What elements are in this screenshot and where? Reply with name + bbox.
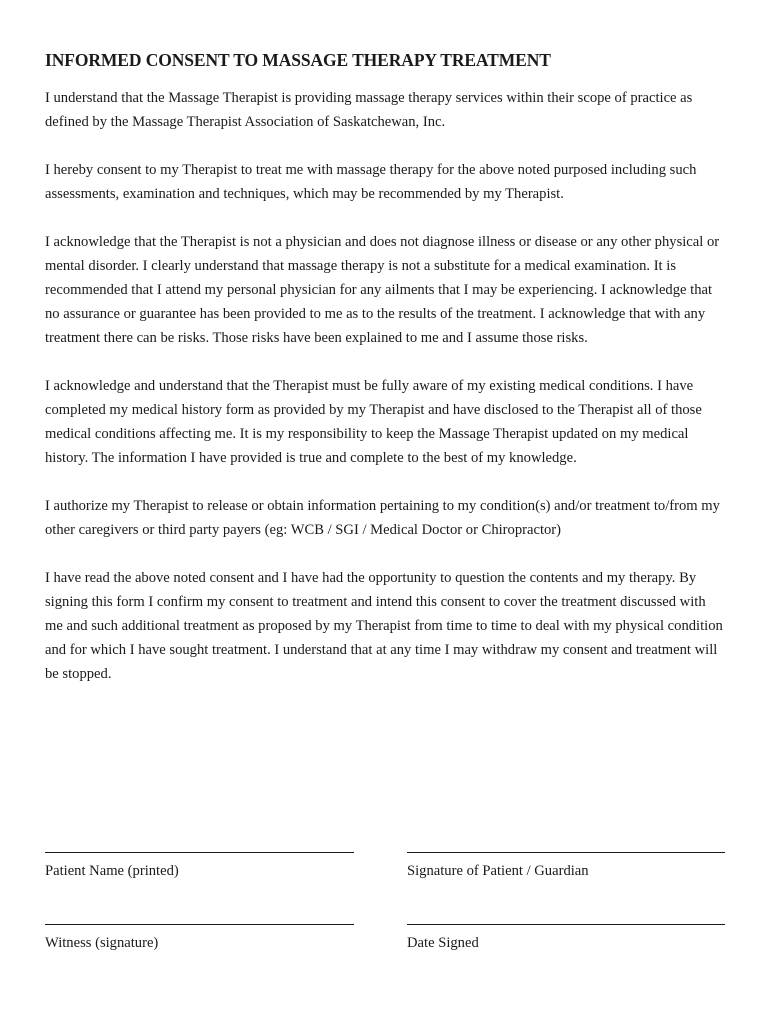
patient-signature-field[interactable] (407, 852, 725, 881)
signature-row-2 (45, 924, 725, 964)
patient-name-line (45, 852, 354, 853)
consent-document (45, 48, 725, 710)
patient-signature-label: Signature of Patient / Guardian (407, 863, 589, 879)
paragraph-final-consent: I have read the above noted consent and I have had the opportunity to question the contents and my therapy. By signing this form I confirm my consent to treatment and intend this consent to cover the treatment discussed with me and such additional treatment as proposed by my Therapist from time to time to deal with my physical condition and for which I have sought treatment. I understand that at any time I may withdraw my consent and treatment will be stopped. (45, 570, 723, 682)
patient-signature-line (407, 852, 725, 853)
document-title: INFORMED CONSENT TO MASSAGE THERAPY TREATMENT (45, 50, 551, 70)
date-signed-label: Date Signed (407, 935, 479, 951)
paragraph-not-a-physician: I acknowledge that the Therapist is not a physician and does not diagnose illness or disease or any other physical or mental disorder. I clearly understand that massage therapy is not a substitute for a medical examination. It is recommended that I attend my personal physician for any ailments that I may be experiencing. I acknowledge that no assurance or guarantee has been provided to me as to the results of the treatment. I acknowledge that with any treatment there can be risks. Those risks have been explained to me and I assume those risks. (45, 234, 720, 346)
witness-line (45, 924, 354, 925)
paragraph-medical-history: I acknowledge and understand that the Therapist must be fully aware of my existing medical conditions. I have completed my medical history form as provided by my Therapist and have disclosed to the Therapist all of those medical conditions affecting me. It is my responsibility to keep the Massage Therapist updated on my medical history. The information I have provided is true and complete to the best of my knowledge. (45, 378, 702, 466)
paragraph-consent-to-treat: I hereby consent to my Therapist to treat me with massage therapy for the above noted purposed including such assessments, examination and techniques, which may be recommended by my Therapist. (45, 162, 697, 202)
witness-label: Witness (signature) (45, 935, 159, 951)
paragraph-release-information: I authorize my Therapist to release or obtain information pertaining to my condition(s) and/or treatment to/from my other caregivers or third party payers (eg: WCB / SGI / Medical Doctor or Chiropractor) (45, 498, 720, 538)
paragraph-scope-of-practice: I understand that the Massage Therapist is providing massage therapy services within their scope of practice as defined by the Massage Therapist Association of Saskatchewan, Inc. (45, 90, 693, 130)
signature-row-1 (45, 852, 725, 892)
date-signed-line (407, 924, 725, 925)
patient-name-label: Patient Name (printed) (45, 863, 179, 879)
date-signed-field[interactable] (407, 924, 725, 953)
witness-field[interactable] (45, 924, 354, 953)
patient-name-field[interactable] (45, 852, 354, 881)
